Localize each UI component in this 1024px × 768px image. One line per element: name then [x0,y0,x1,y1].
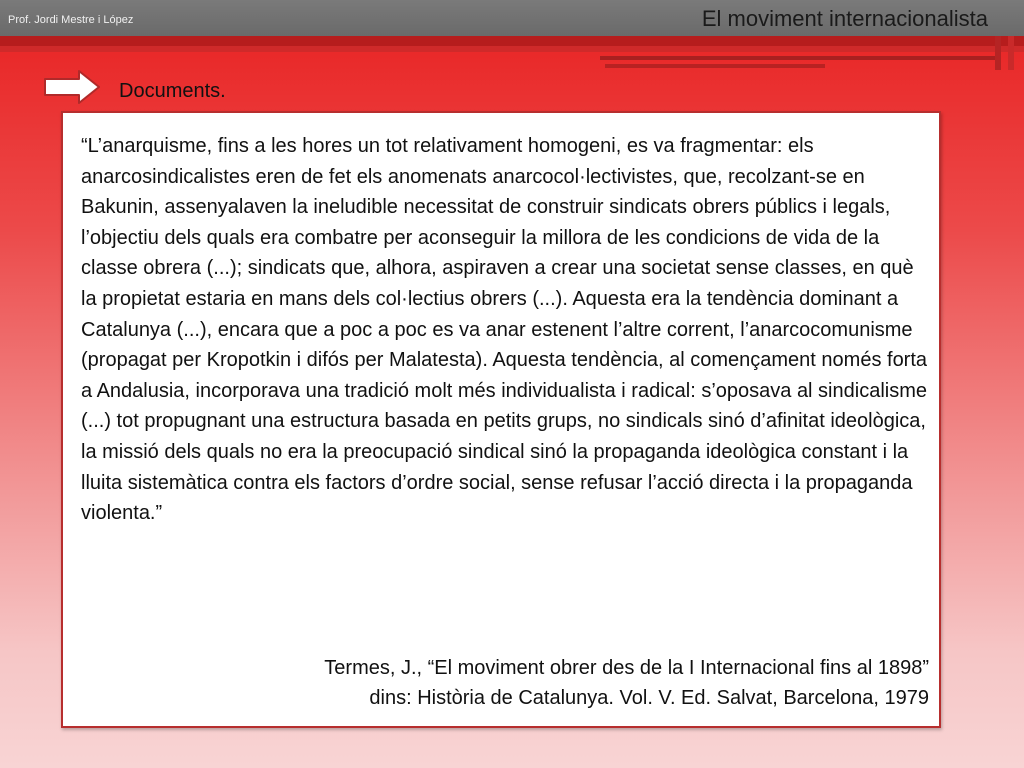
document-citation [324,653,929,713]
citation-line-1: Termes, J., “El moviment obrer des de la I Internacional fins al 1898” [324,657,929,679]
decorative-stripe [600,56,1000,60]
document-quote: “L’anarquisme, fins a les hores un tot relativament homogeni, es va fragmentar: els anarcosindicalistes eren de fet els anomenats anarcocol·lectivistes, que, recolzant-se en Bakunin, assenyalaven la ineludible necessitat de construir sindicats obrers públics i legals, l’objectiu dels quals era combatre per aconseguir la millora de les condicions de vida de la classe obrera (...); sindicats que, alhora, aspiraven a crear una societat sense classes, en què la propietat estaria en mans dels col·lectius obrers (...). Aquesta era la tendència dominant a Catalunya (...), encara que a poc a poc es va anar estenent l’altre corrent, l’anarcocomunisme (propagat per Kropotkin i difós per Malatesta). Aquesta tendència, al començament només forta a Andalusia, incorporava una tradició molt més individualista i radical: s’oposava al sindicalisme (...) tot propugnant una estructura basada en petits grups, no sindicals sinó d’afinitat ideològica, la missió dels quals no era la preocupació sindical sinó la propaganda ideològica constant i la lluita sistemàtica contra els factors d’ordre social, sense refusar l’acció directa i la propaganda violenta.” [81,135,928,525]
decorative-stripe [1008,36,1014,70]
decorative-stripe [995,36,1001,70]
section-heading: Documents. [119,80,226,102]
slide-title: El moviment internacionalista [701,6,988,31]
decorative-stripe [605,64,825,68]
decorative-stripe [0,46,1024,52]
decorative-stripe [0,36,1024,46]
right-arrow-icon [44,70,100,104]
author-label: Prof. Jordi Mestre i López [8,14,134,26]
document-panel [61,111,941,728]
citation-line-2: dins: Història de Catalunya. Vol. V. Ed. Salvat, Barcelona, 1979 [369,687,929,709]
